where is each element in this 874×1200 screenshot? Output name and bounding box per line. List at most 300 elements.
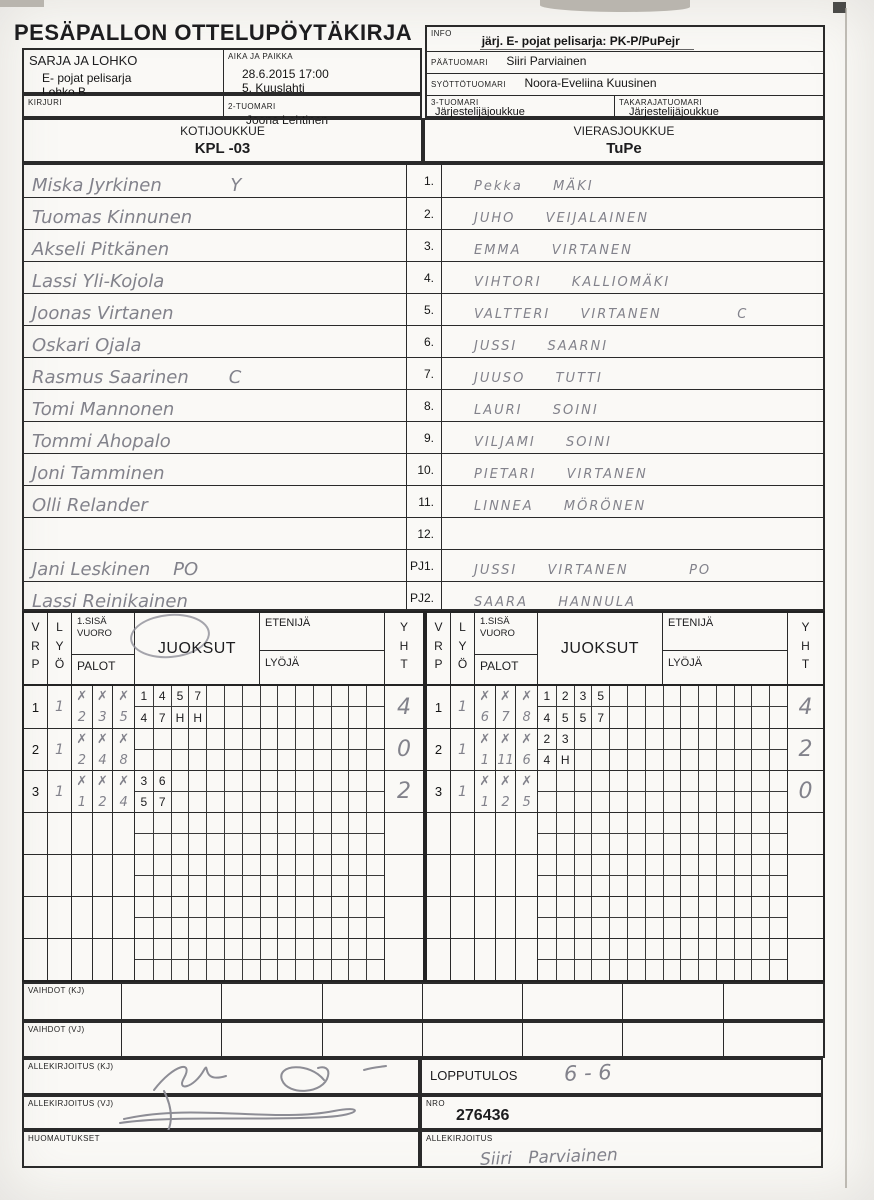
away-player-name	[442, 518, 823, 549]
roster-number: 8.	[407, 390, 442, 421]
juoksut-cell-top	[645, 729, 663, 750]
palot-subcell	[475, 855, 496, 896]
roster-row	[24, 293, 823, 325]
vaihdot-cell	[222, 1023, 322, 1056]
palot-number: 8	[522, 710, 531, 725]
juoksut-cell-top	[556, 771, 574, 792]
palot-x-mark: ✗	[76, 732, 88, 747]
juoksut-cell-top	[538, 771, 556, 792]
juoksut-cell-bottom	[331, 876, 349, 897]
juoksut-cells	[538, 813, 788, 854]
juoksut-cell-top	[153, 729, 171, 750]
juoksut-cell-bottom	[313, 918, 331, 939]
juoksut-cell-bottom	[538, 876, 556, 897]
vaihdot-vj-label: VAIHDOT (VJ)	[24, 1023, 122, 1056]
vrp-value	[24, 813, 48, 854]
juoksut-cell-top	[538, 813, 556, 834]
roster-number: 2.	[407, 198, 442, 229]
juoksut-cell-top	[734, 897, 752, 918]
juoksut-cell-bottom	[751, 918, 769, 939]
away-player-name: SAARA HANNULA	[474, 595, 636, 610]
juoksut-cell-top	[627, 729, 645, 750]
palot-subcell	[72, 771, 93, 812]
juoksut-cell-top	[716, 813, 734, 834]
juoksut-cell-bottom	[260, 834, 278, 855]
juoksut-cell-bottom	[277, 792, 295, 813]
juoksut-cell-bottom	[734, 707, 752, 728]
juoksut-cell-top	[348, 771, 366, 792]
juoksut-cell-bottom	[556, 918, 574, 939]
aika-label: AIKA JA PAIKKA	[228, 52, 294, 61]
roster-table	[22, 163, 825, 611]
juoksut-cell-bottom	[769, 707, 787, 728]
tuomari2-value: Joona Lehtinen	[246, 113, 329, 127]
juoksut-cell-bottom	[313, 876, 331, 897]
juoksut-cell-bottom	[734, 750, 752, 771]
palot-x-mark	[516, 813, 537, 834]
palot-x-mark	[113, 855, 134, 876]
nro-value: 276436	[456, 1107, 510, 1124]
juoksut-cell-bottom	[366, 707, 384, 728]
juoksut-cell-top	[313, 939, 331, 960]
juoksut-cells	[538, 897, 788, 938]
juoksut-cell-bottom	[698, 960, 716, 981]
tuomari3-label: 3-TUOMARI	[431, 98, 479, 107]
juoksut-cell-top	[627, 939, 645, 960]
juoksut-cell-top	[645, 686, 663, 707]
juoksut-cell-bottom	[698, 876, 716, 897]
yht-value	[385, 855, 423, 896]
juoksut-cell-bottom	[348, 834, 366, 855]
juoksut-cell-bottom	[716, 834, 734, 855]
away-player-name: Pekka MÄKI	[474, 179, 594, 194]
juoksut-cell-top	[135, 855, 153, 876]
palot-x-mark: ✗	[97, 732, 108, 747]
juoksut-cell-top	[206, 897, 224, 918]
juoksut-cell-top	[698, 729, 716, 750]
palot-x-mark	[475, 855, 495, 876]
juoksut-cell-bottom	[574, 834, 592, 855]
juoksut-cell-bottom: 4	[543, 752, 551, 767]
juoksut-cell-bottom	[348, 750, 366, 771]
yht-value: 4	[798, 694, 813, 720]
juoksut-cell-top	[277, 855, 295, 876]
juoksut-cell-bottom	[556, 876, 574, 897]
juoksut-cell-bottom	[331, 834, 349, 855]
score-row	[24, 854, 423, 896]
juoksut-cell-bottom	[295, 792, 313, 813]
juoksut-cell-bottom	[698, 918, 716, 939]
juoksut-cell-bottom	[680, 834, 698, 855]
juoksut-cell-top	[242, 686, 260, 707]
palot-subcell	[496, 813, 517, 854]
juoksut-cell-top	[680, 771, 698, 792]
palot-subcell	[72, 855, 93, 896]
juoksut-cell-top	[751, 897, 769, 918]
juoksut-cell-bottom	[751, 707, 769, 728]
palot-x-mark	[475, 897, 495, 918]
palot-number: 6	[522, 752, 531, 768]
etenija-header: ETENIJÄ	[663, 613, 787, 651]
lyo-column-header: L Y Ö	[457, 620, 468, 672]
palot-x-mark: ✗	[500, 732, 511, 747]
lyo-value	[48, 939, 72, 980]
juoksut-cell-top	[574, 813, 592, 834]
juoksut-cell-bottom	[242, 834, 260, 855]
juoksut-cell-bottom	[188, 918, 206, 939]
roster-number: 4.	[407, 262, 442, 293]
juoksut-cell-bottom	[153, 834, 171, 855]
juoksut-cell-top	[135, 729, 153, 750]
juoksut-cell-top	[716, 897, 734, 918]
juoksut-cell-top	[242, 855, 260, 876]
yht-value: 2	[798, 737, 813, 762]
lyo-value: 1	[48, 686, 72, 728]
palot-number	[113, 834, 134, 854]
juoksut-cell-bottom	[313, 792, 331, 813]
roster-row	[24, 453, 823, 485]
juoksut-cell-bottom	[627, 792, 645, 813]
juoksut-cell-top	[366, 939, 384, 960]
juoksut-cell-bottom	[188, 792, 206, 813]
juoksut-cell-top: 3	[135, 771, 153, 792]
palot-x-mark: ✗	[479, 732, 491, 747]
juoksut-cell-top	[716, 855, 734, 876]
juoksut-cell-top	[153, 813, 171, 834]
sisavuoro-header: 1.SISÄ VUORO	[475, 613, 537, 655]
palot-cell	[475, 771, 538, 812]
juoksut-cell-bottom	[206, 792, 224, 813]
vaihdot-cell	[423, 984, 523, 1019]
juoksut-cell-bottom	[188, 876, 206, 897]
home-player-name: Lassi Yli-Kojola	[24, 262, 407, 293]
juoksut-cell-bottom	[242, 960, 260, 981]
palot-subcell	[113, 771, 134, 812]
lyo-value: 1	[48, 729, 72, 770]
juoksut-cell-top	[366, 729, 384, 750]
info-field	[427, 27, 823, 52]
palot-number: 4	[119, 794, 128, 810]
roster-number: 11.	[407, 486, 442, 517]
juoksut-cell-top	[751, 939, 769, 960]
juoksut-cell-bottom	[260, 876, 278, 897]
juoksut-cell-bottom	[135, 876, 153, 897]
vaihdot-cell	[323, 984, 423, 1019]
juoksut-cell-top	[171, 855, 189, 876]
yht-value	[788, 813, 823, 854]
info-label: INFO	[431, 29, 452, 38]
juoksut-cell-bottom	[206, 707, 224, 728]
juoksut-cell-top	[295, 686, 313, 707]
juoksut-cell-bottom	[171, 792, 189, 813]
juoksut-cell-bottom	[698, 834, 716, 855]
juoksut-cell-bottom	[313, 750, 331, 771]
juoksut-cell-bottom	[645, 918, 663, 939]
juoksut-cell-top	[769, 729, 787, 750]
palot-cell	[475, 729, 538, 770]
juoksut-cell-bottom	[716, 750, 734, 771]
score-row	[427, 938, 823, 980]
juoksut-cell-top	[366, 771, 384, 792]
paatuomari-field	[427, 52, 823, 74]
tuomari2-label: 2-TUOMARI	[228, 102, 276, 111]
juoksut-cell-bottom	[663, 876, 681, 897]
juoksut-cell-bottom	[135, 960, 153, 981]
juoksut-cell-top	[698, 771, 716, 792]
juoksut-header: JUOKSUT	[560, 639, 640, 657]
juoksut-cell-top	[698, 855, 716, 876]
juoksut-cell-top	[556, 939, 574, 960]
juoksut-cell-top	[171, 771, 189, 792]
juoksut-cell-bottom	[260, 918, 278, 939]
juoksut-cell-bottom	[591, 750, 609, 771]
juoksut-cell-top	[171, 729, 189, 750]
juoksut-cell-top	[153, 855, 171, 876]
palot-x-mark	[475, 939, 495, 960]
home-team-box	[22, 118, 423, 163]
juoksut-cell-top	[698, 686, 716, 707]
kirjuri-field	[24, 96, 224, 116]
juoksut-cell-top	[680, 939, 698, 960]
juoksut-cells	[538, 939, 788, 980]
score-row	[427, 896, 823, 938]
palot-x-mark	[72, 813, 92, 834]
palot-x-mark: ✗	[479, 689, 491, 704]
juoksut-cell-top: 2	[538, 729, 556, 750]
juoksut-cell-top	[188, 771, 206, 792]
juoksut-cell-top	[609, 771, 627, 792]
juoksut-cell-top	[206, 939, 224, 960]
palot-header: PALOT	[77, 659, 116, 673]
juoksut-cell-top	[260, 771, 278, 792]
juoksut-cell-bottom	[645, 834, 663, 855]
juoksut-cells	[538, 686, 788, 728]
juoksut-cell-top	[153, 897, 171, 918]
palot-number	[496, 960, 516, 980]
juoksut-cell-top	[366, 686, 384, 707]
palot-x-mark: ✗	[521, 774, 533, 789]
juoksut-cell-bottom	[645, 792, 663, 813]
allekirjoitus-label: ALLEKIRJOITUS	[426, 1134, 493, 1143]
juoksut-cells	[135, 813, 385, 854]
juoksut-cell-bottom	[295, 876, 313, 897]
juoksut-cell-bottom	[645, 707, 663, 728]
juoksut-cell-bottom	[206, 834, 224, 855]
roster-row	[24, 485, 823, 517]
score-row	[427, 686, 823, 728]
home-team-name: KPL -03	[194, 140, 251, 157]
page-title: PESÄPALLON OTTELUPÖYTÄKIRJA	[14, 20, 413, 45]
juoksut-cell-bottom	[224, 792, 242, 813]
juoksut-cell-bottom	[295, 707, 313, 728]
juoksut-cell-bottom	[627, 918, 645, 939]
palot-number: 11	[497, 752, 514, 768]
juoksut-cell-bottom	[135, 918, 153, 939]
vaihdot-cell	[724, 1023, 823, 1056]
juoksut-cell-top	[751, 686, 769, 707]
palot-number: 2	[501, 794, 510, 810]
palot-cell	[72, 813, 135, 854]
juoksut-cell-top	[769, 771, 787, 792]
vrp-value	[24, 897, 48, 938]
allekirjoitus-kj-label: ALLEKIRJOITUS (KJ)	[28, 1062, 114, 1071]
vaihdot-cell	[122, 1023, 222, 1056]
juoksut-cell-top	[734, 939, 752, 960]
allekirjoitus-vj-label: ALLEKIRJOITUS (VJ)	[28, 1099, 114, 1108]
juoksut-cell-bottom	[574, 876, 592, 897]
lopputulos-field	[420, 1058, 823, 1095]
yht-value: 0	[798, 779, 813, 804]
juoksut-cell-bottom: 5	[556, 707, 574, 728]
palot-subcell	[113, 939, 134, 980]
yht-value	[385, 939, 423, 980]
juoksut-cell-top	[591, 813, 609, 834]
scan-torn-edge-left	[0, 0, 44, 7]
juoksut-cell-top	[680, 729, 698, 750]
juoksut-cell-top: 6	[153, 771, 171, 792]
juoksut-cell-bottom	[751, 960, 769, 981]
juoksut-cell-top	[734, 813, 752, 834]
juoksut-cell-bottom	[734, 792, 752, 813]
juoksut-cell-top	[609, 855, 627, 876]
palot-number	[113, 960, 134, 980]
juoksut-cell-top	[609, 729, 627, 750]
palot-subcell	[496, 897, 517, 938]
roster-row	[24, 389, 823, 421]
juoksut-cell-bottom	[769, 792, 787, 813]
juoksut-cell-bottom	[277, 750, 295, 771]
juoksut-cells	[135, 686, 385, 728]
juoksut-cell-bottom	[224, 918, 242, 939]
scan-paper-edge-line	[845, 8, 847, 1188]
juoksut-cell-bottom	[348, 918, 366, 939]
juoksut-cell-bottom	[751, 750, 769, 771]
juoksut-cell-top	[769, 855, 787, 876]
away-player-name: JUUSO TUTTI	[474, 371, 603, 386]
palot-number: 5	[522, 794, 531, 810]
juoksut-header: JUOKSUT	[157, 639, 237, 657]
juoksut-cell-bottom	[627, 876, 645, 897]
palot-x-mark	[113, 939, 134, 960]
juoksut-cell-bottom	[698, 707, 716, 728]
juoksut-cell-top	[591, 939, 609, 960]
juoksut-cell-top	[366, 897, 384, 918]
juoksut-cell-bottom	[224, 834, 242, 855]
juoksut-cell-top	[313, 855, 331, 876]
juoksut-cell-top: 2	[556, 686, 574, 707]
palot-x-mark: ✗	[76, 774, 88, 789]
juoksut-cell-bottom	[769, 834, 787, 855]
lyoja-header: LYÖJÄ	[265, 657, 300, 669]
palot-number: 1	[480, 752, 489, 768]
juoksut-cell-top	[698, 939, 716, 960]
juoksut-cell-top	[313, 729, 331, 750]
juoksut-cell-top	[348, 939, 366, 960]
juoksut-cell-bottom	[295, 960, 313, 981]
roster-row	[24, 197, 823, 229]
roster-row	[24, 357, 823, 389]
juoksut-cell-top	[171, 813, 189, 834]
juoksut-cell-top	[627, 897, 645, 918]
away-score-grid	[425, 611, 825, 982]
palot-number	[516, 834, 537, 854]
info-value: järj. E- pojat pelisarja: PK-P/PuPejr	[480, 34, 694, 50]
paatuomari-label: PÄÄTUOMARI	[431, 58, 488, 67]
aika-ja-paikka-field	[224, 50, 420, 95]
palot-subcell	[72, 813, 93, 854]
vaihdot-vj-row	[22, 1021, 825, 1058]
lyo-value	[451, 855, 475, 896]
vaihdot-cell	[724, 984, 823, 1019]
juoksut-cell-top	[609, 686, 627, 707]
juoksut-cell-bottom	[680, 707, 698, 728]
juoksut-cell-bottom	[153, 750, 171, 771]
juoksut-cell-bottom	[331, 792, 349, 813]
palot-x-mark	[496, 855, 516, 876]
lyo-value	[48, 897, 72, 938]
palot-x-mark	[496, 939, 516, 960]
juoksut-cell-top	[627, 855, 645, 876]
away-player-name: JUSSI SAARNI	[474, 339, 609, 354]
juoksut-cell-top	[645, 897, 663, 918]
juoksut-cell-bottom	[716, 792, 734, 813]
juoksut-cell-top	[751, 771, 769, 792]
juoksut-cell-bottom	[574, 960, 592, 981]
away-player-name: VILJAMI SOINI	[474, 435, 612, 450]
palot-number	[475, 834, 495, 854]
juoksut-cell-top	[663, 939, 681, 960]
juoksut-cell-top	[609, 897, 627, 918]
juoksut-cell-bottom	[609, 792, 627, 813]
allekirjoitus-vj-field	[22, 1095, 420, 1130]
juoksut-cell-top	[242, 939, 260, 960]
palot-cell	[72, 939, 135, 980]
juoksut-cell-top	[153, 939, 171, 960]
juoksut-cell-top: 3	[574, 686, 592, 707]
juoksut-cell-top	[716, 939, 734, 960]
juoksut-cell-top	[224, 897, 242, 918]
vaihdot-kj-label: VAIHDOT (KJ)	[24, 984, 122, 1019]
huomautukset-label: HUOMAUTUKSET	[28, 1134, 100, 1143]
juoksut-cell-bottom	[556, 792, 574, 813]
juoksut-cells	[135, 939, 385, 980]
juoksut-cell-bottom	[135, 750, 153, 771]
roster-number: PJ2.	[407, 582, 442, 613]
yht-value	[788, 855, 823, 896]
juoksut-cell-top	[331, 686, 349, 707]
juoksut-cell-top	[769, 813, 787, 834]
juoksut-cell-top	[224, 729, 242, 750]
palot-number	[72, 876, 92, 896]
lyo-value: 1	[451, 686, 475, 728]
palot-x-mark: ✗	[521, 732, 533, 747]
juoksut-cell-top	[348, 729, 366, 750]
juoksut-cell-top	[277, 897, 295, 918]
juoksut-cell-top	[751, 729, 769, 750]
juoksut-cell-bottom	[242, 792, 260, 813]
vrp-value: 1	[427, 686, 451, 728]
tuomari3-field	[427, 96, 615, 118]
juoksut-cells	[538, 729, 788, 770]
away-player-name: JUHO VEIJALAINEN	[474, 211, 649, 226]
vrp-value	[427, 855, 451, 896]
juoksut-cell-top	[242, 897, 260, 918]
roster-number: PJ1.	[407, 550, 442, 581]
juoksut-cell-top	[591, 855, 609, 876]
lyo-value	[451, 897, 475, 938]
vrp-value	[24, 855, 48, 896]
lyoja-header: LYÖJÄ	[668, 657, 703, 669]
